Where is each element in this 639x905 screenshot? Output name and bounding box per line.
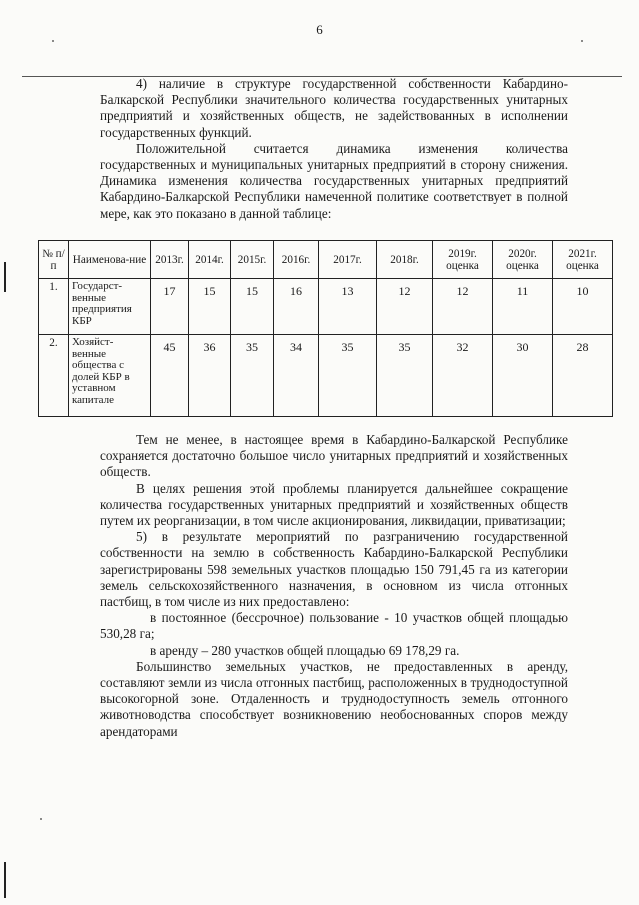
column-header: 2020г. оценка bbox=[493, 241, 553, 279]
row-number: 2. bbox=[39, 335, 69, 417]
scan-speck bbox=[40, 818, 42, 820]
table-cell: 34 bbox=[274, 335, 319, 417]
column-header: 2017г. bbox=[319, 241, 377, 279]
row-name: Хозяйст-венные общества с долей КБР в уставном капитале bbox=[69, 335, 151, 417]
item-4-paragraph: 4) наличие в структуре государственной собственности Кабардино-Балкарской Республики значительного количества государственных унитарных предприятий и хозяйственных обществ, не задействованных в исполнении государственных функций. bbox=[100, 76, 568, 140]
table-cell: 12 bbox=[433, 279, 493, 335]
table-cell: 28 bbox=[553, 335, 613, 417]
body-section bbox=[100, 432, 568, 740]
table-cell: 11 bbox=[493, 279, 553, 335]
column-header: 2019г. оценка bbox=[433, 241, 493, 279]
table-cell: 35 bbox=[377, 335, 433, 417]
paragraph-permanent-use: в постоянное (бессрочное) пользование - 10 участков общей площадью 530,28 га; bbox=[100, 610, 568, 642]
table-row bbox=[39, 279, 613, 335]
intro-section bbox=[100, 76, 568, 222]
table-cell: 16 bbox=[274, 279, 319, 335]
margin-mark-lower bbox=[4, 862, 6, 898]
row-number: 1. bbox=[39, 279, 69, 335]
table-cell: 45 bbox=[151, 335, 189, 417]
page-number: 6 bbox=[316, 22, 323, 37]
margin-mark-upper bbox=[4, 262, 6, 292]
column-header: Наименова-ние bbox=[69, 241, 151, 279]
column-header: 2015г. bbox=[231, 241, 274, 279]
column-header: 2013г. bbox=[151, 241, 189, 279]
table-cell: 13 bbox=[319, 279, 377, 335]
column-header: 2014г. bbox=[189, 241, 231, 279]
scan-speck bbox=[52, 40, 54, 42]
column-header: 2016г. bbox=[274, 241, 319, 279]
table-cell: 35 bbox=[231, 335, 274, 417]
table-cell: 35 bbox=[319, 335, 377, 417]
row-name: Государст-венные предприятия КБР bbox=[69, 279, 151, 335]
table-cell: 10 bbox=[553, 279, 613, 335]
table-header-row bbox=[39, 241, 613, 279]
column-header: 2021г. оценка bbox=[553, 241, 613, 279]
paragraph-item-5: 5) в результате мероприятий по разграничению государственной собственности на землю в собственность Кабардино-Балкарской Республики зарегистрированы 598 земельных участков площадью 150 791,45 га из категории земель сельскохозяйственного назначения, в основном из числа отгонных пастбищ, в том числе из них предоставлено: bbox=[100, 529, 568, 610]
table-row bbox=[39, 335, 613, 417]
paragraph-remaining-enterprises: Тем не менее, в настоящее время в Кабардино-Балкарской Республике сохраняется достаточно большое число унитарных предприятий и хозяйственных обществ. bbox=[100, 432, 568, 480]
paragraph-pastures: Большинство земельных участков, не предоставленных в аренду, составляют земли из числа отгонных пастбищ, расположенных в труднодоступной высокогорной зоне. Отдаленность и труднодоступность земель отгонного животноводства способствует возникновению необоснованных споров между арендаторами bbox=[100, 658, 568, 739]
table-cell: 15 bbox=[231, 279, 274, 335]
table-cell: 32 bbox=[433, 335, 493, 417]
column-header: 2018г. bbox=[377, 241, 433, 279]
enterprises-table bbox=[38, 240, 613, 417]
paragraph-lease: в аренду – 280 участков общей площадью 69 178,29 га. bbox=[150, 642, 460, 658]
table-cell: 36 bbox=[189, 335, 231, 417]
dynamics-paragraph: Положительной считается динамика изменения количества государственных и муниципальных унитарных предприятий в сторону снижения. Динамика изменения количества государственных унитарных предприятий Кабардино-Балкарской Республики намеченной политике соответствует в полной мере, как это показано в данной таблице: bbox=[100, 140, 568, 221]
table-cell: 12 bbox=[377, 279, 433, 335]
scan-speck bbox=[581, 40, 583, 42]
table-cell: 17 bbox=[151, 279, 189, 335]
column-header: № п/п bbox=[39, 241, 69, 279]
table-cell: 30 bbox=[493, 335, 553, 417]
table-cell: 15 bbox=[189, 279, 231, 335]
paragraph-reduction-plan: В целях решения этой проблемы планируется дальнейшее сокращение количества государственных унитарных предприятий и хозяйственных обществ путем их реорганизации, в том числе акционирования, ликвидации, приватизации; bbox=[100, 480, 568, 529]
